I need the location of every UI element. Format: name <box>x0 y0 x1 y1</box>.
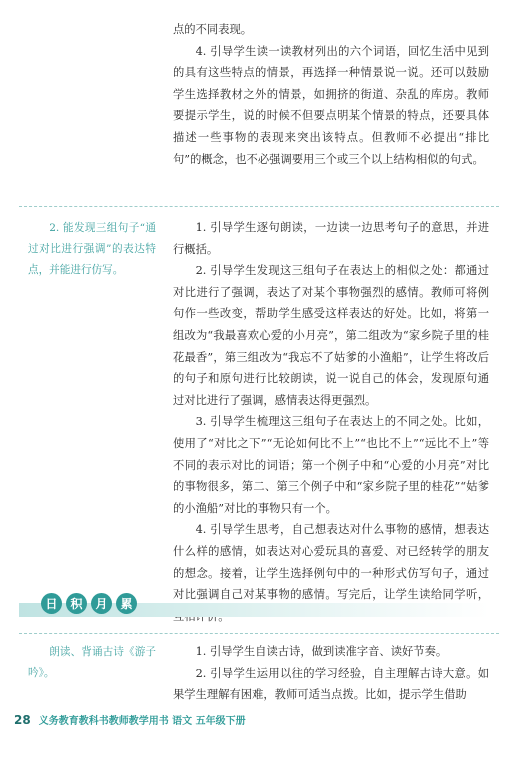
banner-char: 月 <box>91 593 112 614</box>
paragraph: 1. 引导学生逐句朗读，一边读一边思考句子的意思，并进行概括。 <box>173 221 489 256</box>
paragraph: 2. 引导学生运用以往的学习经验，自主理解古诗大意。如果学生理解有困难，教师可适当点拨。比如，提示学生借助 <box>173 666 489 702</box>
section2-text <box>173 217 489 627</box>
paragraph: 4. 引导学生读一读教材列出的六个词语，回忆生活中见到的具有这些特点的情景，再选择一种情景说一说。还可以鼓励学生选择教材之外的情景，如拥挤的街道、杂乱的库房。教师要提示学生，说的时候不但要点明某个情景的特点，还要具体描述一些事物的表现来突出该特点。但教师不必提出“排比句”的概念，也不必强调要用三个或三个以上结构相似的句式。 <box>173 44 489 166</box>
banner-char: 日 <box>41 593 62 614</box>
section3-text <box>173 641 489 706</box>
side-note <box>28 218 156 281</box>
side-note <box>28 642 156 684</box>
section-divider <box>19 206 499 207</box>
page-footer <box>14 712 246 727</box>
paragraph: 3. 引导学生梳理这三组句子在表达上的不同之处。比如，使用了“对比之下”“无论如何比不上”“也比不上”“远比不上”等不同的表示对比的词语；第一个例子中和“心爱的小月亮”对比的事物很多，第二、第三个例子中和“家乡院子里的桂花”“姑爹的小渔船”对比的事物只有一个。 <box>173 415 489 515</box>
book-title: 义务教育教科书教师教学用书 语文 五年级下册 <box>38 716 246 727</box>
page-number: 28 <box>14 713 31 727</box>
section-banner <box>19 591 489 627</box>
banner-char: 积 <box>66 593 87 614</box>
paragraph: 点的不同表现。 <box>173 23 253 36</box>
intro-text <box>173 19 489 170</box>
banner-title <box>41 593 137 614</box>
side-note-text: 朗读、背诵古诗《游子吟》。 <box>28 646 156 679</box>
banner-char: 累 <box>116 593 137 614</box>
section-divider <box>19 633 499 634</box>
side-note-text: 2. 能发现三组句子“通过对比进行强调”的表达特点，并能进行仿写。 <box>28 222 156 276</box>
paragraph: 2. 引导学生发现这三组句子在表达上的相似之处：都通过对比进行了强调，表达了对某个事物强烈的感情。教师可将例句作一些改变，帮助学生感受这样表达的好处。比如，将第一组改为“我最喜欢心爱的小月亮”，第二组改为“家乡院子里的桂花最香”，第三组改为“我忘不了姑爹的小渔船”，让学生将改后的句子和原句进行比较朗读，说一说自己的体会，发现原句通过对比进行了强调，感情表达得更强烈。 <box>173 264 489 407</box>
paragraph: 4. 引导学生思考，自己想表达对什么事物的感情，想表达什么样的感情，如表达对心爱玩具的喜爱、对已经转学的朋友的想念。接着，让学生选择例句中的一种形式仿写句子，通过对比强调自己对某事物的感情。写完后，让学生读给同学听， <box>173 523 489 602</box>
paragraph: 1. 引导学生自读古诗，做到读准字音、读好节奏。 <box>195 645 448 658</box>
